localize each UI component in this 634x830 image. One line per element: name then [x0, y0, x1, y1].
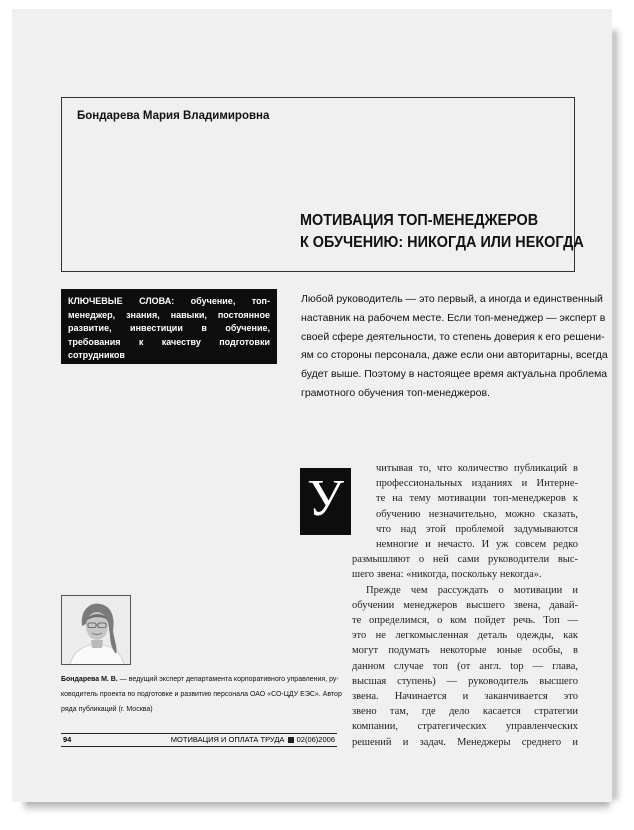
body-line: немногие и нечасто. И уж совсем редко — [376, 539, 578, 551]
lead-paragraph — [301, 290, 608, 403]
body-line: это не легкомысленная деталь одежды, как — [352, 630, 578, 642]
body-line: звено там, где дело касается стратегии — [352, 706, 578, 718]
lead-line: ям со стороны персонала, даже если они авторитарны, всегда — [301, 349, 608, 362]
bio-line: ководитель проекта по подготовке и развитию персонала ОАО «СО-ЦДУ ЕЭС». Автор — [61, 691, 342, 698]
lead-line: Любой руководитель — это первый, а иногда и единственный — [301, 293, 603, 305]
drop-cap: У — [300, 468, 351, 535]
body-line: данном случае топ (от англ. top — глава, — [352, 660, 578, 672]
author-bio — [61, 672, 341, 717]
body-line: те определимся, о ком пойдет речь. Топ — — [352, 615, 578, 627]
body-line: звена. Начинается и заканчивается это — [352, 691, 578, 703]
title-box — [61, 97, 584, 272]
lead-line: грамотного обучения топ-менеджеров. — [301, 386, 490, 399]
author-photo — [61, 595, 131, 665]
magazine-page — [12, 9, 612, 802]
bio-line — [61, 672, 341, 687]
body-line: читывая то, что количество публикаций в — [376, 463, 578, 474]
journal-issue: 02(06)2006 — [296, 735, 335, 744]
page-number: 94 — [63, 735, 72, 744]
body-column — [352, 461, 578, 750]
journal-name: МОТИВАЦИЯ И ОПЛАТА ТРУДА — [170, 735, 285, 744]
body-line: шего звена: «никогда, поскольку некогда». — [352, 569, 542, 581]
journal-info — [171, 735, 335, 744]
author-name: Бондарева Мария Владимировна — [77, 110, 270, 122]
lead-line: своей сфере деятельности, то степень доверия к его решени- — [301, 330, 605, 343]
author-portrait-image — [62, 596, 131, 665]
body-line: могут подумать некоторые юные особы, в — [352, 645, 578, 657]
body-line: обучению незначительно, можно сказать, — [376, 508, 578, 520]
article-title — [300, 210, 584, 254]
title-line: К ОБУЧЕНИЮ: НИКОГДА ИЛИ НЕКОГДА — [300, 234, 584, 251]
bio-name: Бондарева М. В. — [61, 676, 118, 683]
body-line: что над этой проблемой задумываются — [376, 523, 578, 535]
bio-line: ряда публикаций (г. Москва) — [61, 706, 153, 713]
body-line: профессиональных изданиях и Интерне- — [376, 478, 578, 490]
lead-line: будет выше. Поэтому в настоящее время актуальна проблема — [301, 368, 608, 381]
square-bullet-icon — [288, 737, 294, 743]
body-line: те на тему мотивации топ-менеджеров к — [376, 493, 578, 505]
title-line: МОТИВАЦИЯ ТОП-МЕНЕДЖЕРОВ — [300, 212, 539, 229]
body-line: Прежде чем рассуждать о мотивации и — [366, 584, 578, 596]
body-line: размышляют о ней сами руководители выс- — [352, 554, 578, 566]
page-footer — [61, 733, 337, 747]
body-line: компании, стратегических управленческих — [352, 721, 578, 733]
body-line: решений и задач. Менеджеры среднего и — [352, 736, 578, 748]
body-line: обучении менеджеров высшего звена, давай- — [352, 599, 578, 611]
keywords-box: КЛЮЧЕВЫЕ СЛОВА: обучение, топ-менеджер, знания, навыки, постоянное развитие, инвестиции в обучение, требования к качеству подготовки сотрудников — [61, 289, 277, 364]
bio-text: — ведущий эксперт департамента корпоративного управления, ру- — [117, 676, 339, 683]
body-line: высшая ступень) — руководитель высшего — [352, 675, 578, 687]
page-shadow-right — [611, 30, 621, 800]
lead-line: наставник на рабочем месте. Если топ-менеджер — эксперт в — [301, 311, 606, 324]
